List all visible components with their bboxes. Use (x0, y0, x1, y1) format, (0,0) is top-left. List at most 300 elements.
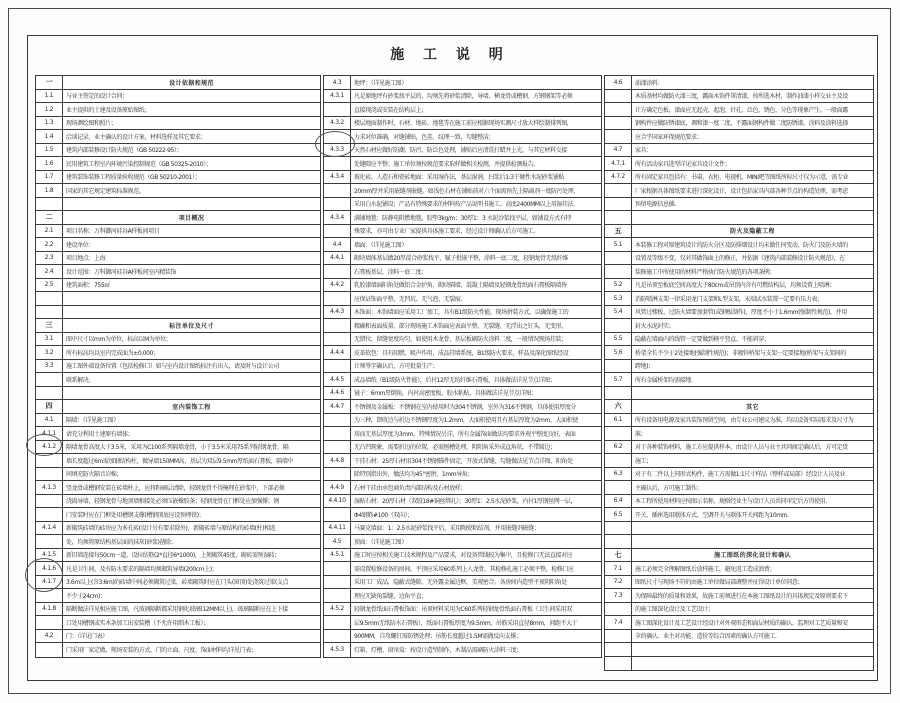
item-text: 装修施工中所使用的材料严格执行防火规范的各项条例； (635, 268, 776, 276)
section-header-row (36, 319, 320, 333)
table-row (324, 616, 601, 630)
item-text: 口处用槽钢或实木条加工出安装槽（不允许用细木工板）； (66, 619, 209, 627)
table-row (324, 603, 601, 617)
item-text: 马赛克墙面：1：2.5水泥砂浆找平后，采用陶瓷粘结剂，并用嵌缝剂嵌缝； (354, 525, 540, 533)
item-text: 施工图深化设计及工艺设计经设计对外观形态和面层材质的确认、监理对工艺质量和安 (635, 619, 848, 627)
item-text: 油漆涂料： (635, 79, 664, 87)
item-text: 图纸尺寸与现场不符的由施工单位做局部调整并征得设计单位同意； (635, 579, 804, 587)
item-text: 主确认后，方可施工制作； (635, 484, 703, 492)
section-header-row (605, 549, 873, 563)
table-row (36, 117, 320, 131)
item-number (324, 225, 351, 238)
item-number: 4.6 (605, 76, 632, 89)
item-text: 计师签字确认后，方可批量生产； (354, 363, 439, 371)
item-text: 900MM，自攻螺钉需防锈处理；吊筋长度超过1.5M需做反向支撑； (354, 633, 522, 641)
table-row (605, 454, 873, 468)
item-text: 竖龙骨或槽钢安装在砖墙柱上，应将粉刷层清除，轻钢龙骨不得掩埋在砂浆中，下部必须 (66, 484, 285, 492)
item-text: 乳胶漆墙面阳角处做铝合金护角，砌块隔墙、混凝土隔墙及轻钢龙骨纸面石膏板隔墙皆 (354, 282, 567, 290)
item-number: 4.1.3 (36, 481, 63, 494)
item-number (605, 387, 632, 400)
item-number (605, 657, 632, 671)
item-text: 力求对位准确，对缝铺贴，色差、纹理一致，勾缝整洁； (354, 133, 495, 141)
table-row (605, 144, 873, 158)
item-text: 门：（详见门表） (66, 633, 108, 641)
section-title: 项目概况 (178, 214, 205, 222)
item-number (324, 441, 351, 454)
table-row (36, 495, 320, 509)
table-row (324, 238, 601, 252)
table-row (324, 400, 601, 414)
item-number: 4.4.10 (324, 495, 351, 508)
table-row (36, 346, 320, 360)
table-row (36, 225, 320, 239)
item-text: 采用工厂成品，隐蔽式缝隙，无外露金属边框，美观密合。各房间内造型平顶阴阳角处 (354, 579, 567, 587)
table-row (605, 616, 873, 630)
item-text: 本装修工程对原建筑设计的防火分区及防排烟设计均未做任何变动，防火门及防火墙的 (635, 241, 848, 249)
item-text: 灯箱、灯槽、窗帘盒：按设计造型制作，木制品需刷防火涂料三度； (354, 647, 523, 655)
table-row (36, 252, 320, 266)
item-number: 4.7.2 (605, 171, 632, 184)
table-row (324, 373, 601, 387)
item-text (63, 292, 320, 305)
item-text: 处缝隙应平整；施工单位须按规范要求取样做相关检测，并提供检测报告。 (354, 160, 539, 168)
table-row (324, 441, 601, 455)
table-row (36, 441, 320, 455)
table-row (605, 495, 873, 509)
table-row (36, 292, 320, 306)
item-text (63, 387, 320, 400)
item-number (324, 576, 351, 589)
item-number (324, 616, 351, 629)
table-row (605, 252, 873, 266)
item-number (324, 333, 351, 346)
table-row (605, 360, 873, 374)
item-number (605, 252, 632, 265)
item-number (605, 198, 632, 211)
item-text: 凡是卫生间、及有防水要求的隔墙均须砌筑导墙(200cm上)； (66, 565, 218, 573)
item-number: 3.2 (36, 346, 63, 359)
table-row (324, 252, 601, 266)
table-row (324, 468, 601, 482)
item-number: 4.3.4 (324, 171, 351, 184)
item-text: 隔墙：（详见施工图） (66, 417, 120, 425)
item-number: 3.1 (36, 333, 63, 346)
revision-cloud-4-1-6 (25, 558, 63, 592)
item-number (36, 643, 63, 657)
item-number: 4.4.8 (324, 454, 351, 467)
item-number: 5.4 (605, 306, 632, 319)
item-number: 7.2 (605, 576, 632, 589)
item-number (605, 454, 632, 467)
table-row (605, 508, 873, 522)
table-row (605, 292, 873, 306)
item-text: 桥架全长不少于2处接地(强制性规范)；非镀锌桥架与支架一定要接地(桥架与支架间的 (635, 349, 846, 357)
item-number: 7.4 (605, 616, 632, 629)
section-header-row (605, 400, 873, 414)
section-title: 室内装饰工程 (172, 403, 211, 411)
table-row (605, 589, 873, 603)
table-row (605, 171, 873, 185)
item-number (605, 117, 632, 130)
section-header-row (605, 225, 873, 239)
table-row (36, 508, 320, 522)
table-row (324, 454, 601, 468)
item-text: 所有金属桥架均需接地. (635, 376, 693, 384)
revision-cloud-4-1-2 (26, 434, 62, 456)
table-row (605, 468, 873, 482)
table-row (36, 522, 320, 536)
item-text: 用而无基层厚度为3mm，特殊情况另详，所有金属饰面做法均要求外观平整度良好，表面 (354, 430, 576, 438)
table-row (605, 238, 873, 252)
table-row (324, 306, 601, 320)
item-text: 3.6m以上(含3.6m)的砖墙中间必须砌筑过梁，砖墙砌筑时应在门头(窗顶)处浇筑过梁(支点 (66, 579, 289, 587)
table-row (36, 630, 320, 644)
item-text: 不少于24cm)； (66, 592, 106, 600)
table-row (324, 76, 601, 90)
table-row (36, 103, 320, 117)
table-row (36, 427, 320, 441)
table-row (605, 522, 873, 536)
table-row (605, 441, 873, 455)
item-text: 应保证饰面平整，无凹坑、无气泡、无裂痕. (354, 295, 462, 303)
item-number: 四 (36, 400, 63, 413)
item-number: 七 (605, 549, 632, 562)
item-number (605, 360, 632, 373)
table-row (324, 90, 601, 104)
item-number (605, 630, 632, 643)
table-row (324, 157, 601, 171)
item-number (324, 427, 351, 440)
item-text: 地坪：（详见施工图） (354, 79, 408, 87)
table-row (324, 522, 601, 536)
section-title: 设计依据和规范 (169, 79, 214, 87)
item-number: 4.4.7 (324, 400, 351, 413)
item-text: 风管过楼板、过防火墙要加套管(或钢板制作)，厚度不小于1.6mm(强制性规范)，并用 (635, 309, 847, 317)
item-number: 4.1.2 (36, 441, 63, 454)
item-number: 4.4.9 (324, 481, 351, 494)
item-text: 凡是原地坪有砂浆找平层的，均须先将砂浆清除，导墙、横龙骨或槽钢、方钢钢架等必须 (354, 93, 573, 101)
item-number (605, 522, 632, 535)
item-number (36, 387, 63, 400)
item-text (63, 306, 320, 319)
item-number: 2.1 (36, 225, 63, 238)
item-text: 浇捣导墙，轻钢龙骨与地顶墙相接处必须压嵌橡胶条；轻钢龙骨在门框处应加强撑；钢 (66, 498, 279, 506)
item-text: 木饰面：木饰墙面应采用工厂加工，具有B1级防火性能，现场拼装方式，以确保施工的 (354, 309, 569, 317)
item-number: 4.5.2 (324, 603, 351, 616)
item-text: 设计范围：万科御河硅谷A样板间室内精装饰 (66, 268, 177, 276)
item-text: 封火水泥封实； (635, 322, 675, 330)
item-text: 本工程所使用材料应按图示名称、规格经业主与设计人员共同审定后方得使用. (635, 498, 827, 506)
table-row (324, 589, 601, 603)
item-number (324, 562, 351, 575)
table-row (324, 211, 601, 225)
table-row (36, 603, 320, 617)
item-number (605, 103, 632, 116)
table-row (605, 643, 873, 657)
item-number: 2.4 (36, 265, 63, 278)
table-row (36, 333, 320, 347)
item-number: 4.1.4 (36, 522, 63, 535)
item-text: 成品墙纸（B1级防火性能），后衬12厚无纺纤维石膏板，具体做法详见节点详图； (354, 376, 556, 384)
item-number: 五 (605, 225, 632, 238)
item-text: 所有固定家具包括有：书桌、衣柜、电视机、MINI吧等图纸所标尺寸仅为示意，需专业 (635, 174, 849, 182)
table-row (36, 130, 320, 144)
table-row (605, 117, 873, 131)
item-number (36, 306, 63, 319)
item-number (36, 292, 63, 305)
item-number (36, 508, 63, 521)
revision-cloud-4-3-3 (315, 131, 355, 157)
item-text: 门安装时应在门框处用槽钢支撑(槽钢顶底应设预埋铁)； (66, 511, 205, 519)
item-text: 现场测绘图和照片； (66, 120, 117, 128)
item-number: 1.5 (36, 144, 63, 157)
item-number: 6.4 (605, 495, 632, 508)
item-number: 2.5 (36, 279, 63, 292)
item-number (324, 468, 351, 481)
item-number: 5.7 (605, 373, 632, 386)
item-text: 施工； (635, 457, 652, 465)
table-row (324, 117, 601, 131)
item-number: 二 (36, 211, 63, 224)
item-number: 4.4.5 (324, 373, 351, 386)
table-row (36, 238, 320, 252)
table-row (36, 414, 320, 428)
item-number (324, 265, 351, 278)
table-row (324, 292, 601, 306)
item-text: 天然石材应做好防潮、防污、防泛色处理，铺贴后应清洗打蜡并上光，与其它材料交接 (354, 147, 567, 155)
item-number: 5.1 (605, 238, 632, 251)
item-number (324, 157, 351, 170)
table-row (324, 427, 601, 441)
item-text: 除特别指出外，做法均为45°密拼，1mm导角； (354, 471, 473, 479)
item-number (605, 265, 632, 278)
item-text: 隔墙龙骨高度大于3.5米，采用为C100系列隔墙龙骨，小于3.5米采用75系列轻钢龙骨，隔 (66, 444, 289, 452)
item-text: 镜子：6mm厚倒角，内衬高密度板，胶水粘贴，具体做法详见节点详图； (354, 390, 537, 398)
item-number: 1.3 (36, 117, 63, 130)
item-text: 新旧墙连接每50cm一道，设拉结筋(2*直径6*1000)，上须砌筑45度，砌砖需预湿砖； (66, 552, 281, 560)
item-text: 直接现浇或安装在结构层上； (354, 106, 427, 114)
section-title: 施工图纸的深化设计和确认 (714, 552, 791, 560)
item-number: 5.5 (605, 333, 632, 346)
item-number: 4.3 (324, 76, 351, 89)
item-text: 所有标高均以室内完成面为±0.000； (66, 349, 159, 357)
item-text: 墙面：（详见施工图） (354, 241, 408, 249)
item-text (632, 535, 873, 548)
item-text: 施工必须完全理解图纸后放样施工，避免返工造成浪费； (635, 565, 776, 573)
item-number: 1.7 (36, 171, 63, 184)
table-row (605, 481, 873, 495)
item-number (324, 589, 351, 602)
table-row (324, 103, 601, 117)
table-row (36, 589, 320, 603)
section-title: 防火及隐蔽工程 (730, 228, 775, 236)
table-row (324, 535, 601, 549)
table-row (324, 414, 601, 428)
item-number: 4.7.1 (605, 157, 632, 170)
item-number: 4.2 (36, 630, 63, 643)
item-number (324, 319, 351, 332)
sheet-title: 施 工 说 明 (390, 47, 510, 63)
item-number (36, 373, 63, 386)
item-text: 皮革软包：具有阻燃、吸声作用，成品挂墙系统，B1级防火要求，样品及深化图纸经设 (354, 349, 569, 357)
item-text: 的施工图深化设计及工艺设计； (635, 606, 714, 614)
item-text: 预留电源信息插. (635, 201, 676, 209)
table-row (605, 603, 873, 617)
item-number (605, 211, 632, 224)
table-row (605, 211, 873, 225)
item-text: 轻钢龙骨纸面石膏板饰面：吊顶材料采用为C60系列轻钢龙骨纸面石膏板（卫生间采用双 (354, 606, 572, 614)
table-row (324, 360, 601, 374)
item-text: 家具： (635, 147, 652, 155)
table-row (605, 333, 873, 347)
item-number: 1.6 (36, 157, 63, 170)
table-row (36, 468, 320, 482)
item-text: 凡是吊顶至板底空间高度大于80cm或吊顶内含有可燃结构层，均须设置上喷淋； (635, 282, 835, 290)
item-number (605, 643, 632, 656)
table-row (324, 630, 601, 644)
item-number: 1.8 (36, 184, 63, 197)
item-text: 与业主签定的设计合同； (66, 93, 128, 101)
item-number: 6.2 (605, 441, 632, 454)
item-text: 业主提供的土建及设备原始图纸； (66, 106, 151, 114)
table-row (324, 144, 601, 158)
item-number: 4.4.6 (324, 387, 351, 400)
item-text: 民用建筑工程室内环境污染控制规范（GB 50325-2010）； (66, 160, 212, 168)
item-number: 4.5.1 (324, 549, 351, 562)
item-number (324, 414, 351, 427)
item-number (36, 198, 63, 211)
item-text: 建设单位： (66, 241, 95, 249)
item-number: 4.3.4 (324, 211, 351, 224)
table-row (605, 130, 873, 144)
item-text: 精确和表面质量。部分现场施工木饰面应表面平整，无裂缝、无浮出之钉头，无变形， (354, 322, 567, 330)
item-number: 4.1.1 (36, 427, 63, 440)
item-text: 请充分利用土建原有墙体； (66, 430, 134, 438)
item-number: 7.1 (605, 562, 632, 575)
section-header-row (36, 76, 320, 90)
item-text (632, 211, 873, 224)
item-text (632, 657, 873, 671)
item-number: 6.1 (605, 414, 632, 427)
item-text: 建筑内部装修设计防火规范（GB 50222-95）； (66, 147, 183, 155)
item-text: 应合乎国家环保规范要求； (635, 133, 703, 141)
table-row (324, 171, 601, 185)
spec-table-col1 (35, 75, 321, 658)
item-text: 施工图外端设备位置（包括检修口）如与室内设计图纸标注有出入，请及时与设计公司 (66, 363, 279, 371)
item-number: 3.3 (36, 360, 63, 373)
section-header-row (36, 400, 320, 414)
table-row (324, 549, 601, 563)
item-number: 2.2 (36, 238, 63, 251)
item-text: 建筑面积：755㎡ (66, 282, 110, 290)
item-number: 4.3.3 (324, 144, 351, 157)
item-text: 跨地)； (635, 363, 654, 371)
table-row (324, 495, 601, 509)
item-text: 计方确定色板，漆面应无起壳、起泡、针孔、泛色、锈色、分色等现象产生。一般面露 (635, 106, 848, 114)
item-number (324, 184, 351, 197)
table-row (605, 76, 873, 90)
item-number: 4.4.11 (324, 522, 351, 535)
section-header-row (36, 211, 320, 225)
table-row (605, 265, 873, 279)
table-row (605, 630, 873, 644)
item-number (36, 616, 63, 629)
item-number: 4.1.7 (36, 576, 63, 589)
item-text: 所有活动家具选型详见家具设计文件； (635, 160, 731, 168)
item-number: 7.3 (605, 589, 632, 602)
item-number (605, 535, 632, 548)
item-number: 1.1 (36, 90, 63, 103)
item-number: 4.3.1 (324, 90, 351, 103)
item-text: 项目名称：万科御河硅谷A样板间项目 (66, 228, 160, 236)
table-row (36, 562, 320, 576)
table-row (324, 508, 601, 522)
item-text: 设置及等级不变，仅对其做饰面上的修正，并依据《建筑内部装修设计防火规范》，在 (635, 255, 845, 263)
item-text: 干挂石材：25厚石材用304不锈钢锚件固定，开放式留缝，勾缝做法见节点详图，阳角处 (354, 457, 573, 465)
table-row (324, 184, 601, 198)
item-text: 钢构件应做防锈漆底，调和漆一度二度，不露面钢构件做二度防锈漆，涂料及涂料选择 (635, 120, 848, 128)
item-number: 4.5.3 (324, 643, 351, 657)
table-row (36, 481, 320, 495)
table-row (605, 657, 873, 671)
item-text: 处，均须将原结构基层面的抹灰(砂浆)凿除； (66, 538, 177, 546)
table-row (36, 265, 320, 279)
item-number (605, 319, 632, 332)
item-number: 4.1 (36, 414, 63, 427)
item-number: 1.2 (36, 103, 63, 116)
item-number: 6.3 (605, 468, 632, 481)
item-number: 1.4 (36, 130, 63, 143)
table-row (36, 454, 320, 468)
item-text: 项目地点：上海 (66, 255, 106, 263)
item-text: 湿贴石材：20厚石材（双股18#铜丝绑扎）；30厚1：2.5水泥砂浆，内衬1厚钢丝网一层， (354, 498, 577, 506)
table-row (324, 346, 601, 360)
table-row (324, 643, 601, 657)
item-number (605, 427, 632, 440)
table-row (605, 319, 873, 333)
spec-table-col2 (323, 75, 602, 658)
item-text: 需设置检修设备的房间，平顶应采用60系列上人龙骨，其检修孔施工必须平整，检修口应 (354, 565, 574, 573)
item-number (36, 495, 63, 508)
item-text: 对于有二件以上同形式构件，施工方需做1:1尺寸样品（整样或局部）经设计人员及业 (635, 471, 846, 479)
item-text: 厂家根据具体图纸要求进行深化设计，设计包括家具内部各种节点的构造处理，需考虑 (635, 187, 848, 195)
item-text: 满铺地毯：防静电阻燃地毯，胶垫3kg/m；30厚1：3 水泥沙浆找平层，如铺设方式有特 (354, 214, 571, 222)
item-number (324, 103, 351, 116)
item-text: 墙长度超过6m需加钢结构柱，做导墙150MM高，基层为双层9.5mm厚纸面石膏板，隔墙中 (66, 457, 294, 465)
item-number: 4.1.5 (36, 549, 63, 562)
item-number: 4.1.8 (36, 603, 63, 616)
table-row (605, 198, 873, 212)
table-row (324, 265, 601, 279)
item-number (605, 130, 632, 143)
table-row (605, 535, 873, 549)
item-text: 为保障最终的质量和效果，故施工前须进行在本施工图纸设计的具体规定及原则要求下 (635, 592, 848, 600)
item-number: 5.3 (605, 292, 632, 305)
table-row (324, 576, 601, 590)
item-number: 2.3 (36, 252, 63, 265)
item-text (63, 198, 320, 211)
table-row (36, 184, 320, 198)
item-number: 6.5 (605, 508, 632, 521)
item-text: 消防喷淋支架一律采用龙门支架和L型支架，末端试水装置一定要有压力表； (635, 295, 823, 303)
item-text (632, 387, 873, 400)
item-number: 4.4.2 (324, 279, 351, 292)
table-row (36, 157, 320, 171)
item-text (632, 522, 873, 535)
item-text: 间填充防火隔音岩棉； (66, 471, 123, 479)
item-text: 石膏板基层，涂料一底二度； (354, 268, 427, 276)
table-row (324, 562, 601, 576)
